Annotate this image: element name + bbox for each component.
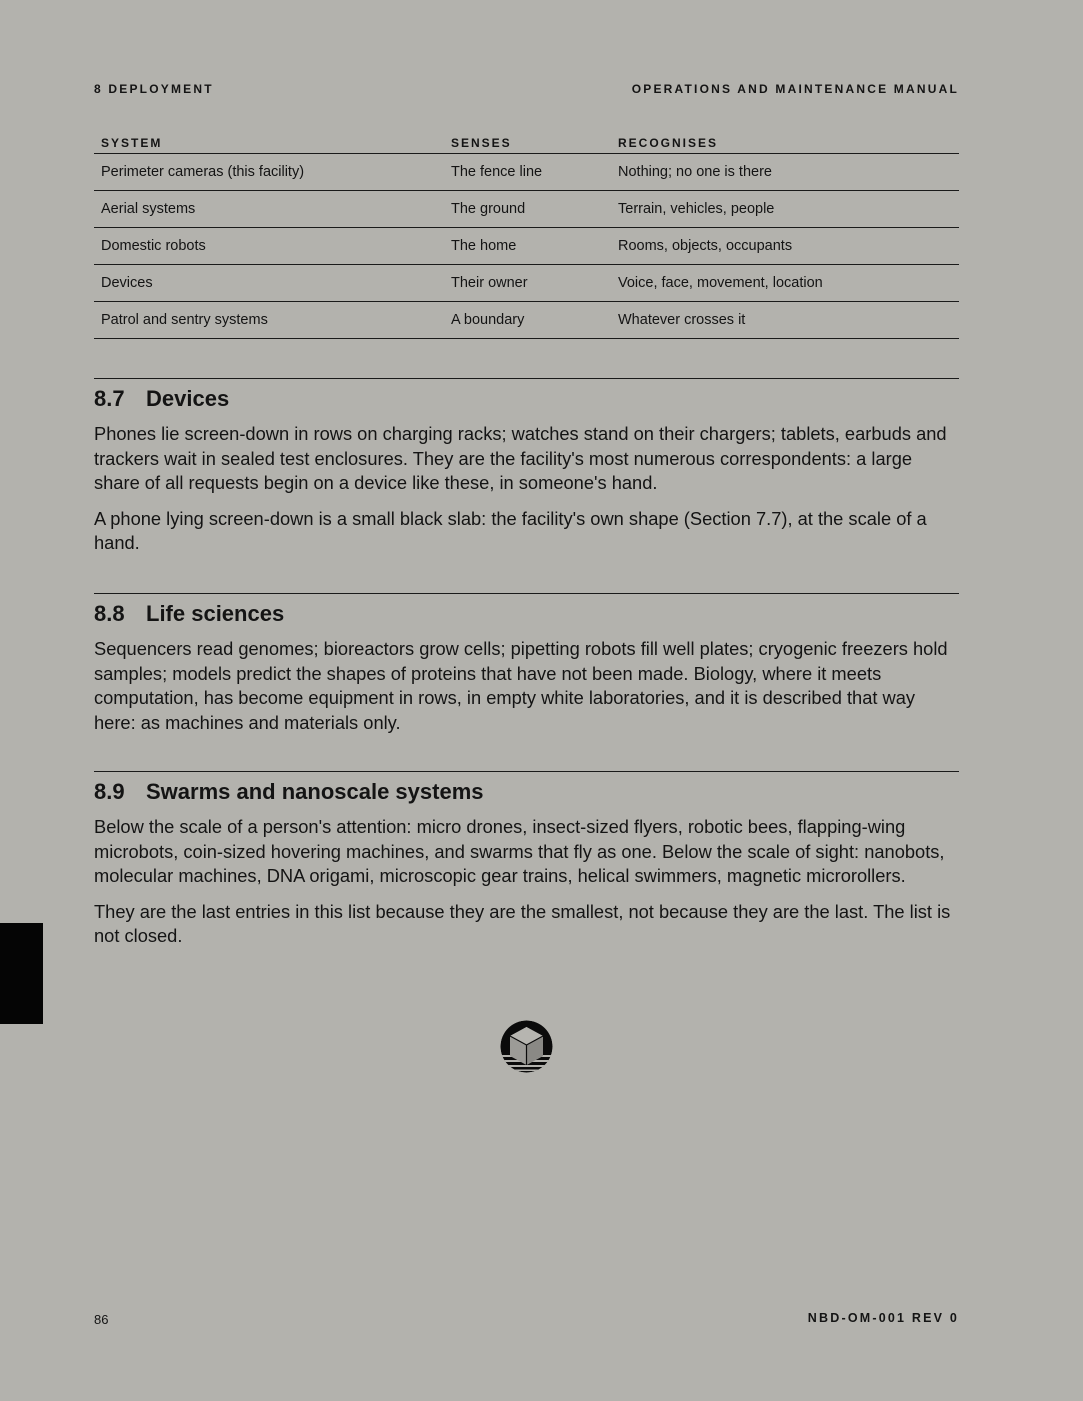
section-heading [94, 779, 959, 805]
body-paragraph: A phone lying screen-down is a small black slab: the facility's own shape (Section 7.7), at the scale of a hand. [94, 507, 927, 554]
table-row [94, 265, 959, 302]
section-8-8 [94, 593, 959, 746]
section-number: 8.9 [94, 779, 125, 804]
manual-title: OPERATIONS AND MAINTENANCE MANUAL [631, 82, 959, 96]
section-8-7 [94, 378, 959, 567]
body-paragraph: Below the scale of a person's attention: micro drones, insect-sized flyers, robotic bees, flapping-wing microbots, coin-sized hovering machines, and swarms that fly as one. Below the scale of sight: nanobots, molecular machines, DNA origami, microscopic gear trains, helical swimmers, magnetic microrollers. [94, 816, 945, 887]
table-cell-recognises: Terrain, vehicles, people [611, 191, 959, 228]
table-cell-senses: Their owner [444, 265, 611, 302]
table-cell-system: Perimeter cameras (this facility) [94, 154, 444, 191]
table-row [94, 191, 959, 228]
body-paragraph: They are the last entries in this list because they are the smallest, not because they are the last. The list is not closed. [94, 900, 951, 947]
table-header-row [94, 131, 959, 154]
table-row [94, 228, 959, 265]
section-number: 8.7 [94, 386, 125, 411]
column-header-recognises: RECOGNISES [611, 131, 959, 154]
section-title: Devices [146, 386, 230, 411]
running-header [94, 82, 959, 96]
cube-emblem-icon [500, 1020, 553, 1073]
table-cell-recognises: Nothing; no one is there [611, 154, 959, 191]
section-title: Life sciences [146, 601, 285, 626]
section-tab-marker [0, 923, 43, 1024]
section-8-9 [94, 771, 959, 960]
table-cell-recognises: Whatever crosses it [611, 302, 959, 339]
table-cell-senses: The ground [444, 191, 611, 228]
table-cell-recognises: Voice, face, movement, location [611, 265, 959, 302]
section-divider [94, 771, 959, 772]
section-heading [94, 386, 959, 412]
section-heading [94, 601, 959, 627]
chapter-title: 8 DEPLOYMENT [94, 82, 214, 96]
document-number: NBD-OM-001 REV 0 [807, 1311, 959, 1325]
section-divider [94, 593, 959, 594]
systems-table [94, 131, 959, 339]
table-cell-system: Domestic robots [94, 228, 444, 265]
body-paragraph: Phones lie screen-down in rows on charging racks; watches stand on their chargers; tablets, earbuds and trackers wait in sealed test enclosures. They are the facility's most numerous correspondents: a large share of all requests begin on a device like these, in someone's hand. [94, 423, 947, 494]
section-number: 8.8 [94, 601, 125, 626]
table-cell-system: Patrol and sentry systems [94, 302, 444, 339]
table-cell-system: Aerial systems [94, 191, 444, 228]
body-paragraph: Sequencers read genomes; bioreactors grow cells; pipetting robots fill well plates; cryogenic freezers hold samples; models predict the shapes of proteins that have not been made. Biology, where it meets computation, has become equipment in rows, in empty white laboratories, and it is described that way here: as machines and materials only. [94, 638, 948, 733]
table-cell-senses: The fence line [444, 154, 611, 191]
table-cell-system: Devices [94, 265, 444, 302]
table-cell-recognises: Rooms, objects, occupants [611, 228, 959, 265]
table-cell-senses: The home [444, 228, 611, 265]
column-header-system: SYSTEM [94, 131, 444, 154]
section-divider [94, 378, 959, 379]
page-number: 86 [94, 1312, 109, 1327]
section-title: Swarms and nanoscale systems [146, 779, 484, 804]
document-page [94, 0, 959, 1401]
column-header-senses: SENSES [444, 131, 611, 154]
table-row [94, 154, 959, 191]
table-cell-senses: A boundary [444, 302, 611, 339]
table-row [94, 302, 959, 339]
